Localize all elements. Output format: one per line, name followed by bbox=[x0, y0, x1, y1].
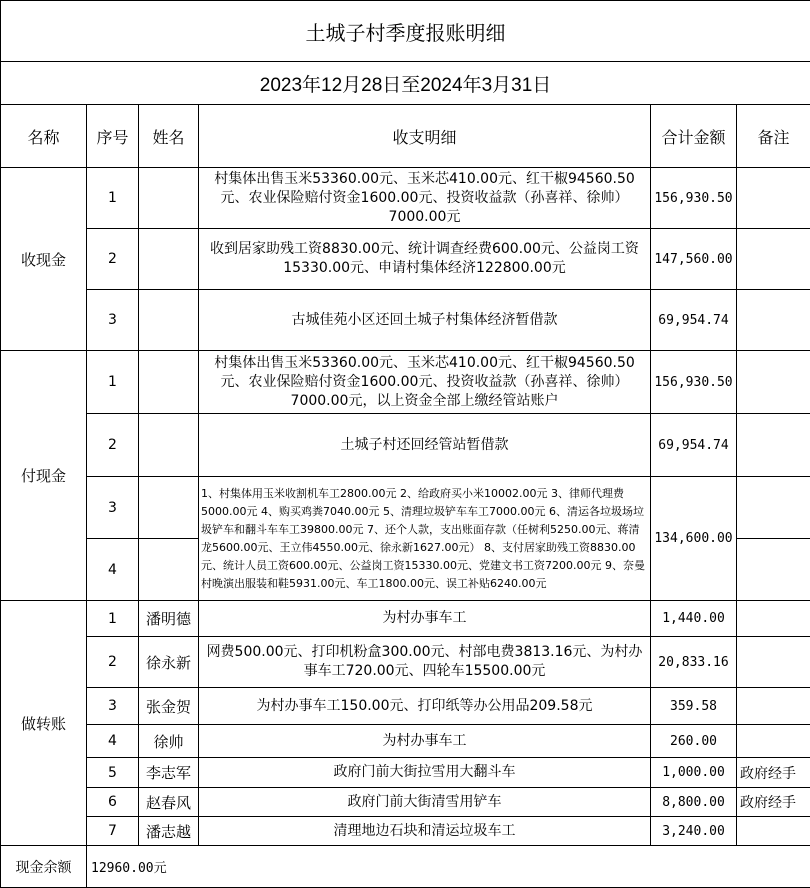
row-amount: 20,833.16 bbox=[651, 637, 737, 688]
row-seq: 1 bbox=[87, 601, 139, 637]
date-range: 2023年12月28日至2024年3月31日 bbox=[1, 62, 810, 105]
row-note bbox=[737, 539, 810, 601]
merged-pay-detail: 1、村集体用玉米收割机车工2800.00元 2、给政府买小米10002.00元 3、律师代理费5000.00元 4、购买鸡粪7040.00元 5、清理垃圾铲车车工7000.00元 6、清运各垃圾场垃圾铲车和翻斗车车工39800.00元 7、还个人款，支出账面存款（任树利5250.00元、蒋清龙5600.00元、王立伟4550.00元、徐永新1627.00元） 8、支付居家助残工资8830.00元、统计人员工资600.00元、公益岗工资15330.00元、党建文书工资7200.00元 9、奈曼村晚演出服装和鞋5931.00元、车工1800.00元、误工补贴6240.00元 bbox=[199, 477, 651, 601]
row-detail: 政府门前大街清雪用铲车 bbox=[199, 788, 651, 817]
report-title: 土城子村季度报账明细 bbox=[1, 1, 810, 62]
row-name: 张金贺 bbox=[139, 688, 199, 725]
row-name bbox=[139, 290, 199, 351]
row-detail: 为村办事车工 bbox=[199, 725, 651, 758]
row-name bbox=[139, 168, 199, 229]
row-amount: 69,954.74 bbox=[651, 414, 737, 477]
table-row bbox=[1, 788, 810, 817]
row-amount: 147,560.00 bbox=[651, 229, 737, 290]
table-row bbox=[1, 477, 810, 539]
row-detail: 为村办事车工150.00元、打印纸等办公用品209.58元 bbox=[199, 688, 651, 725]
row-detail: 村集体出售玉米53360.00元、玉米芯410.00元、红干椒94560.50元、农业保险赔付资金1600.00元、投资收益款（孙喜祥、徐帅）7000.00元 bbox=[199, 168, 651, 229]
row-amount: 8,800.00 bbox=[651, 788, 737, 817]
row-amount: 1,000.00 bbox=[651, 758, 737, 788]
table-row bbox=[1, 229, 810, 290]
row-name: 潘明德 bbox=[139, 601, 199, 637]
row-note: 政府经手 bbox=[737, 788, 810, 817]
row-detail: 政府门前大街拉雪用大翻斗车 bbox=[199, 758, 651, 788]
row-amount: 3,240.00 bbox=[651, 817, 737, 846]
row-name: 潘志越 bbox=[139, 817, 199, 846]
row-detail: 村集体出售玉米53360.00元、玉米芯410.00元、红干椒94560.50元、农业保险赔付资金1600.00元、投资收益款（孙喜祥、徐帅）7000.00元，以上资金全部上缴经管站账户 bbox=[199, 351, 651, 414]
row-note bbox=[737, 290, 810, 351]
table-row bbox=[1, 414, 810, 477]
row-seq: 4 bbox=[87, 539, 139, 601]
row-seq: 3 bbox=[87, 688, 139, 725]
header-seq: 序号 bbox=[87, 105, 139, 168]
table-row bbox=[1, 351, 810, 414]
row-seq: 3 bbox=[87, 477, 139, 539]
table-row bbox=[1, 637, 810, 688]
row-name: 徐永新 bbox=[139, 637, 199, 688]
row-seq: 2 bbox=[87, 637, 139, 688]
row-amount: 260.00 bbox=[651, 725, 737, 758]
row-seq: 6 bbox=[87, 788, 139, 817]
header-detail: 收支明细 bbox=[199, 105, 651, 168]
table-row bbox=[1, 601, 810, 637]
row-detail: 古城佳苑小区还回土城子村集体经济暂借款 bbox=[199, 290, 651, 351]
balance-row bbox=[1, 846, 810, 888]
row-note bbox=[737, 637, 810, 688]
table-row bbox=[1, 168, 810, 229]
row-note bbox=[737, 601, 810, 637]
row-name bbox=[139, 414, 199, 477]
header-name: 姓名 bbox=[139, 105, 199, 168]
row-note bbox=[737, 351, 810, 414]
row-detail: 网费500.00元、打印机粉盒300.00元、村部电费3813.16元、为村办事车工720.00元、四轮车15500.00元 bbox=[199, 637, 651, 688]
category-transfer: 做转账 bbox=[1, 601, 87, 846]
row-name bbox=[139, 229, 199, 290]
balance-label: 现金余额 bbox=[1, 846, 87, 888]
table-row bbox=[1, 725, 810, 758]
row-detail: 为村办事车工 bbox=[199, 601, 651, 637]
row-note bbox=[737, 688, 810, 725]
header-row bbox=[1, 105, 810, 168]
row-note: 政府经手 bbox=[737, 758, 810, 788]
row-name bbox=[139, 539, 199, 601]
row-note bbox=[737, 477, 810, 539]
row-seq: 2 bbox=[87, 229, 139, 290]
row-name: 赵春风 bbox=[139, 788, 199, 817]
row-detail: 土城子村还回经管站暂借款 bbox=[199, 414, 651, 477]
row-seq: 3 bbox=[87, 290, 139, 351]
category-receive: 收现金 bbox=[1, 168, 87, 351]
row-detail: 清理地边石块和清运垃圾车工 bbox=[199, 817, 651, 846]
row-note bbox=[737, 168, 810, 229]
balance-value: 12960.00元 bbox=[87, 846, 810, 888]
table-row bbox=[1, 817, 810, 846]
header-note: 备注 bbox=[737, 105, 810, 168]
row-amount: 156,930.50 bbox=[651, 351, 737, 414]
header-category: 名称 bbox=[1, 105, 87, 168]
header-amount: 合计金额 bbox=[651, 105, 737, 168]
table-row bbox=[1, 758, 810, 788]
merged-pay-amount: 134,600.00 bbox=[651, 477, 737, 601]
row-name: 李志军 bbox=[139, 758, 199, 788]
row-seq: 1 bbox=[87, 351, 139, 414]
row-seq: 2 bbox=[87, 414, 139, 477]
category-pay: 付现金 bbox=[1, 351, 87, 601]
row-note bbox=[737, 817, 810, 846]
row-amount: 359.58 bbox=[651, 688, 737, 725]
row-name bbox=[139, 351, 199, 414]
table-row bbox=[1, 290, 810, 351]
row-name bbox=[139, 477, 199, 539]
row-amount: 69,954.74 bbox=[651, 290, 737, 351]
row-note bbox=[737, 414, 810, 477]
row-amount: 156,930.50 bbox=[651, 168, 737, 229]
row-name: 徐帅 bbox=[139, 725, 199, 758]
row-seq: 7 bbox=[87, 817, 139, 846]
row-seq: 1 bbox=[87, 168, 139, 229]
row-note bbox=[737, 229, 810, 290]
row-seq: 5 bbox=[87, 758, 139, 788]
row-amount: 1,440.00 bbox=[651, 601, 737, 637]
row-note bbox=[737, 725, 810, 758]
table-row bbox=[1, 688, 810, 725]
row-seq: 4 bbox=[87, 725, 139, 758]
row-detail: 收到居家助残工资8830.00元、统计调查经费600.00元、公益岗工资15330.00元、申请村集体经济122800.00元 bbox=[199, 229, 651, 290]
